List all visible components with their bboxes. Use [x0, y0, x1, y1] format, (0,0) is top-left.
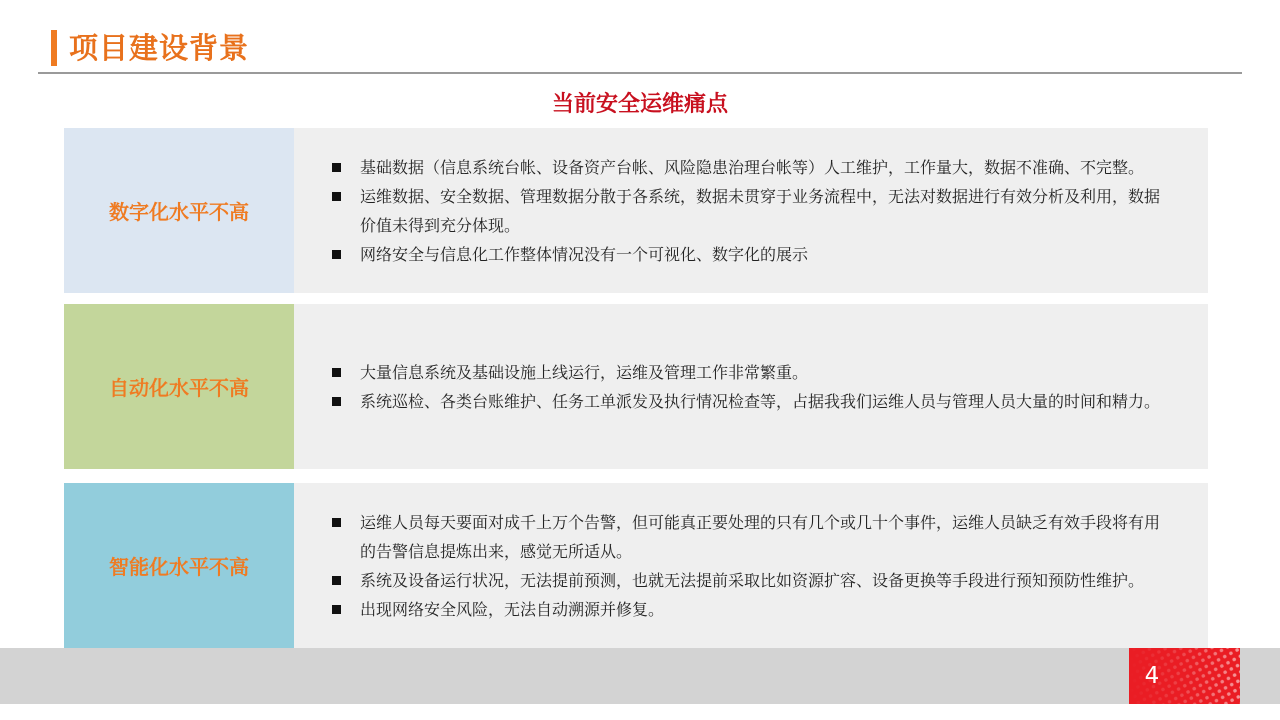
bullet-text: 基础数据（信息系统台帐、设备资产台帐、风险隐患治理台帐等）人工维护，工作量大，数据不准确、不完整。: [360, 157, 1145, 177]
square-bullet-icon: [332, 368, 341, 377]
bullet-item: [330, 595, 1166, 624]
square-bullet-icon: [332, 518, 341, 527]
section-heading: 当前安全运维痛点: [551, 92, 728, 117]
bullet-item: [330, 358, 1166, 387]
square-bullet-icon: [332, 192, 341, 201]
square-bullet-icon: [332, 576, 341, 585]
page-title: 项目建设背景: [69, 31, 250, 65]
square-bullet-icon: [332, 605, 341, 614]
title-divider: [38, 72, 1242, 74]
bullet-text: 系统巡检、各类台账维护、任务工单派发及执行情况检查等，占据我我们运维人员与管理人员大量的时间和精力。: [360, 391, 1161, 411]
footer-band: [0, 648, 1280, 704]
bullet-item: [330, 508, 1166, 566]
bullet-text: 网络安全与信息化工作整体情况没有一个可视化、数字化的展示: [360, 244, 809, 264]
row-body: [294, 483, 1208, 648]
bullet-text: 系统及设备运行状况，无法提前预测，也就无法提前采取比如资源扩容、设备更换等手段进行预知预防性维护。: [360, 570, 1145, 590]
bullet-item: [330, 566, 1166, 595]
bullet-text: 运维数据、安全数据、管理数据分散于各系统，数据未贯穿于业务流程中，无法对数据进行有效分析及利用，数据价值未得到充分体现。: [360, 186, 1161, 235]
row-label: 自动化水平不高: [64, 304, 294, 469]
bullet-item: [330, 153, 1166, 182]
bullet-item: [330, 182, 1166, 240]
pain-point-row-digitalization: [64, 128, 1208, 293]
square-bullet-icon: [332, 397, 341, 406]
page-number: 4: [1144, 663, 1160, 689]
page-number-badge: [1129, 648, 1240, 704]
row-label: 智能化水平不高: [64, 483, 294, 648]
row-body: [294, 128, 1208, 293]
square-bullet-icon: [332, 250, 341, 259]
pain-point-row-automation: [64, 304, 1208, 469]
bullet-item: [330, 240, 1166, 269]
square-bullet-icon: [332, 163, 341, 172]
row-body: [294, 304, 1208, 469]
title-accent-bar: [51, 30, 57, 66]
pain-point-row-intelligence: [64, 483, 1208, 648]
row-label: 数字化水平不高: [64, 128, 294, 293]
bullet-text: 运维人员每天要面对成千上万个告警，但可能真正要处理的只有几个或几十个事件，运维人员缺乏有效手段将有用的告警信息提炼出来，感觉无所适从。: [360, 512, 1161, 561]
bullet-text: 大量信息系统及基础设施上线运行，运维及管理工作非常繁重。: [360, 362, 809, 382]
bullet-text: 出现网络安全风险，无法自动溯源并修复。: [360, 599, 665, 619]
bullet-item: [330, 387, 1166, 416]
